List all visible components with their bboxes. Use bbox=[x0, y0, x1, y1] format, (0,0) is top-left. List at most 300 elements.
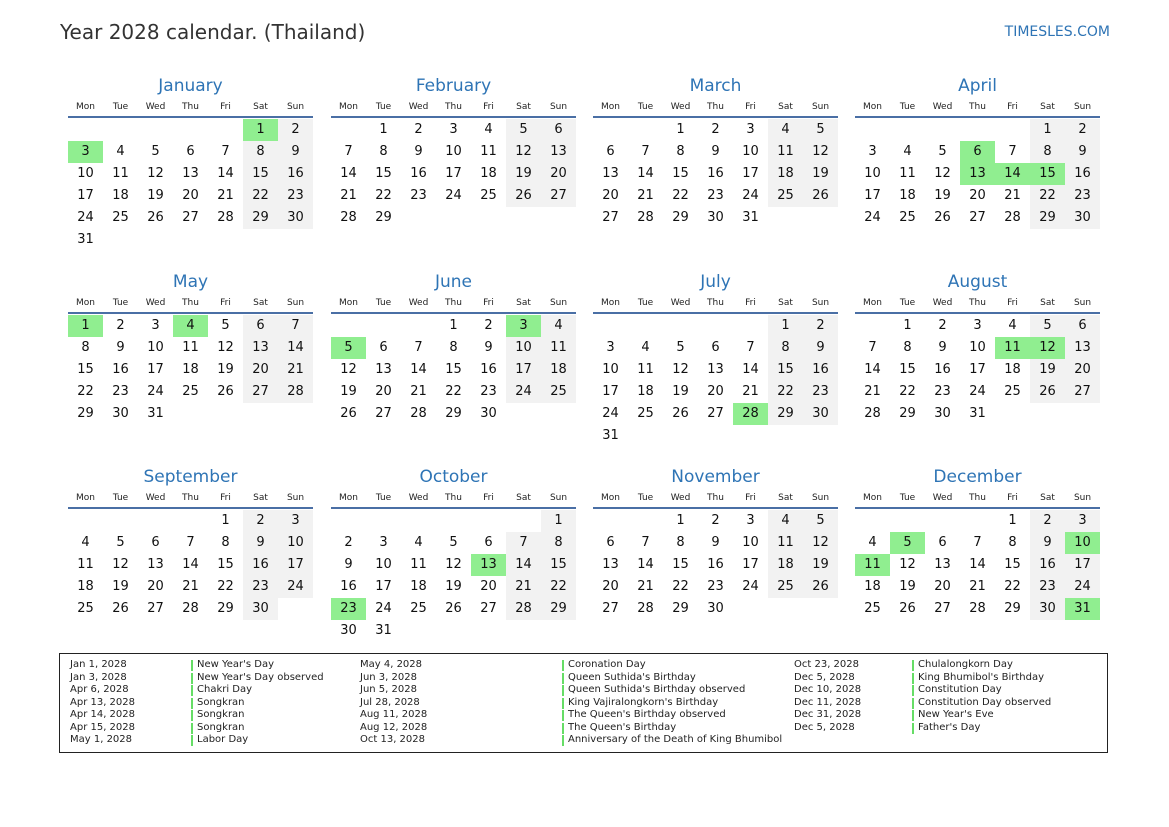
holiday-legend bbox=[59, 653, 1108, 753]
day-cell: 29 bbox=[1004, 601, 1021, 616]
legend-date: Dec 11, 2028 bbox=[794, 696, 862, 708]
header-rule bbox=[593, 312, 838, 314]
day-cell: 26 bbox=[217, 384, 234, 399]
day-cell: 13 bbox=[602, 557, 619, 572]
day-cell: 25 bbox=[768, 576, 803, 598]
empty-cell bbox=[68, 510, 103, 532]
day-cell: 27 bbox=[182, 210, 199, 225]
weekday-label: Fri bbox=[745, 493, 756, 503]
day-cell: 8 bbox=[541, 532, 576, 554]
legend-holiday-name: Father's Day bbox=[912, 722, 980, 735]
legend-date: Oct 13, 2028 bbox=[360, 734, 425, 745]
weekday-label: Sat bbox=[516, 102, 531, 112]
weekday-label: Tue bbox=[899, 493, 916, 503]
legend-holiday-name: Songkran bbox=[191, 722, 245, 735]
day-cell: 22 bbox=[1004, 579, 1021, 594]
legend-date: Oct 23, 2028 bbox=[794, 659, 859, 670]
day-cell: 3 bbox=[151, 318, 160, 333]
day-cell: 14 bbox=[969, 557, 986, 572]
day-cell: 20 bbox=[243, 359, 278, 381]
weekday-label: Fri bbox=[220, 102, 231, 112]
weekday-label: Mon bbox=[76, 493, 95, 503]
day-cell: 4 bbox=[541, 315, 576, 337]
day-cell: 3 bbox=[746, 513, 755, 528]
day-cell: 19 bbox=[803, 163, 838, 185]
day-cell: 31 bbox=[375, 623, 392, 638]
day-cell: 16 bbox=[1030, 554, 1065, 576]
day-cell: 21 bbox=[217, 188, 234, 203]
weekday-header bbox=[855, 100, 1100, 114]
day-cell: 11 bbox=[768, 141, 803, 163]
day-cell: 11 bbox=[768, 532, 803, 554]
weekday-header bbox=[331, 100, 576, 114]
day-cell: 20 bbox=[707, 384, 724, 399]
day-cell: 25 bbox=[480, 188, 497, 203]
day-cell: 13 bbox=[182, 166, 199, 181]
day-cell: 17 bbox=[864, 188, 881, 203]
day-cell: 1 bbox=[1008, 513, 1017, 528]
day-cell: 11 bbox=[77, 557, 94, 572]
weekday-label: Fri bbox=[483, 102, 494, 112]
day-cell: 19 bbox=[934, 188, 951, 203]
day-cell: 13 bbox=[707, 362, 724, 377]
day-cell: 17 bbox=[602, 384, 619, 399]
weekday-label: Wed bbox=[932, 298, 953, 308]
legend-holiday-name: Songkran bbox=[191, 697, 245, 710]
day-cell: 24 bbox=[445, 188, 462, 203]
day-cell: 9 bbox=[711, 144, 720, 159]
month-november bbox=[593, 466, 838, 620]
day-cell: 8 bbox=[676, 144, 685, 159]
day-cell: 22 bbox=[672, 579, 689, 594]
day-cell: 11 bbox=[480, 144, 497, 159]
month-name: May bbox=[172, 272, 209, 292]
day-cell: 2 bbox=[414, 122, 423, 137]
weekday-label: Wed bbox=[670, 102, 691, 112]
month-name: March bbox=[689, 76, 742, 96]
day-cell: 19 bbox=[1030, 359, 1065, 381]
weekday-label: Wed bbox=[408, 102, 429, 112]
day-cell: 30 bbox=[112, 406, 129, 421]
legend-date: Dec 5, 2028 bbox=[794, 671, 855, 683]
day-cell: 13 bbox=[934, 557, 951, 572]
day-cell: 19 bbox=[672, 384, 689, 399]
weekday-header bbox=[331, 491, 576, 505]
day-cell: 26 bbox=[340, 406, 357, 421]
day-grid bbox=[331, 315, 576, 425]
legend-date: Aug 12, 2028 bbox=[360, 721, 428, 733]
day-cell: 2 bbox=[1065, 119, 1100, 141]
empty-cell bbox=[401, 510, 436, 532]
weekday-label: Wed bbox=[408, 493, 429, 503]
empty-cell bbox=[103, 119, 138, 141]
empty-cell bbox=[855, 315, 890, 337]
day-cell: 15 bbox=[1004, 557, 1021, 572]
day-cell: 13 bbox=[147, 557, 164, 572]
day-cell: 5 bbox=[449, 535, 458, 550]
weekday-label: Fri bbox=[745, 102, 756, 112]
weekday-label: Wed bbox=[145, 298, 166, 308]
empty-cell bbox=[593, 510, 628, 532]
weekday-label: Sun bbox=[1073, 493, 1092, 503]
weekday-label: Fri bbox=[483, 493, 494, 503]
day-cell: 7 bbox=[868, 340, 877, 355]
day-cell: 16 bbox=[410, 166, 427, 181]
day-cell: 1 bbox=[541, 510, 576, 532]
weekday-label: Thu bbox=[445, 493, 462, 503]
empty-cell bbox=[173, 119, 208, 141]
weekday-label: Wed bbox=[670, 298, 691, 308]
legend-holiday-name: New Year's Day bbox=[191, 659, 274, 672]
weekday-header bbox=[593, 296, 838, 310]
month-october bbox=[331, 466, 576, 642]
day-cell: 24 bbox=[742, 579, 759, 594]
day-cell: 7 bbox=[746, 340, 755, 355]
day-cell: 3 bbox=[973, 318, 982, 333]
day-cell: 2 bbox=[711, 513, 720, 528]
empty-cell bbox=[68, 119, 103, 141]
month-december bbox=[855, 466, 1100, 620]
weekday-label: Tue bbox=[637, 493, 654, 503]
day-cell: 3 bbox=[1065, 510, 1100, 532]
day-cell: 17 bbox=[742, 557, 759, 572]
day-cell: 27 bbox=[707, 406, 724, 421]
legend-date: Apr 13, 2028 bbox=[70, 696, 136, 708]
header-rule bbox=[855, 116, 1100, 118]
day-cell: 27 bbox=[480, 601, 497, 616]
legend-date: May 1, 2028 bbox=[70, 734, 133, 745]
weekday-label: Tue bbox=[899, 102, 916, 112]
day-cell: 4 bbox=[868, 535, 877, 550]
legend-date: Apr 6, 2028 bbox=[70, 684, 129, 695]
month-august bbox=[855, 271, 1100, 425]
legend-holiday-name: The Queen's Birthday observed bbox=[562, 709, 726, 722]
month-june bbox=[331, 271, 576, 425]
day-cell: 26 bbox=[672, 406, 689, 421]
day-cell: 23 bbox=[1065, 185, 1100, 207]
day-cell: 20 bbox=[602, 188, 619, 203]
day-cell: 10 bbox=[742, 535, 759, 550]
weekday-label: Sat bbox=[516, 298, 531, 308]
day-cell: 8 bbox=[768, 337, 803, 359]
day-cell: 20 bbox=[1065, 359, 1100, 381]
weekday-label: Thu bbox=[707, 102, 724, 112]
day-cell: 28 bbox=[864, 406, 881, 421]
day-cell: 16 bbox=[112, 362, 129, 377]
day-cell: 5 bbox=[116, 535, 125, 550]
day-cell: 18 bbox=[541, 359, 576, 381]
day-cell: 5 bbox=[803, 510, 838, 532]
empty-cell bbox=[890, 510, 925, 532]
day-cell: 4 bbox=[484, 122, 493, 137]
day-grid bbox=[68, 119, 313, 251]
day-cell: 14 bbox=[637, 557, 654, 572]
empty-cell bbox=[331, 119, 366, 141]
day-cell: 30 bbox=[1065, 207, 1100, 229]
day-cell: 21 bbox=[1004, 188, 1021, 203]
empty-cell bbox=[506, 510, 541, 532]
day-cell: 23 bbox=[1030, 576, 1065, 598]
day-cell: 8 bbox=[676, 535, 685, 550]
day-cell: 6 bbox=[243, 315, 278, 337]
weekday-header bbox=[68, 296, 313, 310]
legend-date: May 4, 2028 bbox=[360, 659, 423, 670]
day-cell: 11 bbox=[899, 166, 916, 181]
weekday-label: Mon bbox=[601, 298, 620, 308]
empty-cell bbox=[855, 510, 890, 532]
day-cell: 2 bbox=[344, 535, 353, 550]
weekday-label: Mon bbox=[601, 493, 620, 503]
day-cell: 5 bbox=[506, 119, 541, 141]
weekday-label: Wed bbox=[932, 102, 953, 112]
day-cell: 8 bbox=[81, 340, 90, 355]
weekday-label: Tue bbox=[899, 298, 916, 308]
day-cell: 8 bbox=[243, 141, 278, 163]
day-cell: 18 bbox=[768, 554, 803, 576]
day-cell: 19 bbox=[445, 579, 462, 594]
empty-cell bbox=[366, 315, 401, 337]
legend-date: Jun 3, 2028 bbox=[360, 671, 417, 683]
weekday-label: Tue bbox=[375, 102, 392, 112]
weekday-label: Mon bbox=[76, 102, 95, 112]
day-cell: 18 bbox=[182, 362, 199, 377]
weekday-label: Thu bbox=[182, 493, 199, 503]
day-cell: 18 bbox=[1004, 362, 1021, 377]
day-cell: 11 bbox=[541, 337, 576, 359]
legend-holiday-name: Songkran bbox=[191, 709, 245, 722]
day-cell: 14 bbox=[217, 166, 234, 181]
legend-date: Jan 3, 2028 bbox=[70, 671, 127, 683]
day-cell: 9 bbox=[344, 557, 353, 572]
day-cell: 28 bbox=[278, 381, 313, 403]
day-cell: 28 bbox=[637, 210, 654, 225]
day-cell: 15 bbox=[445, 362, 462, 377]
day-cell: 17 bbox=[147, 362, 164, 377]
header-rule bbox=[331, 312, 576, 314]
month-name: September bbox=[143, 467, 238, 487]
day-cell: 25 bbox=[864, 601, 881, 616]
header-rule bbox=[593, 116, 838, 118]
day-cell: 26 bbox=[899, 601, 916, 616]
day-cell: 11 bbox=[112, 166, 129, 181]
header-rule bbox=[68, 507, 313, 509]
day-cell: 22 bbox=[445, 384, 462, 399]
day-cell: 15 bbox=[672, 166, 689, 181]
day-cell: 17 bbox=[445, 166, 462, 181]
weekday-label: Fri bbox=[483, 298, 494, 308]
day-cell: 21 bbox=[637, 188, 654, 203]
day-cell: 4 bbox=[81, 535, 90, 550]
day-cell: 12 bbox=[506, 141, 541, 163]
day-cell: 20 bbox=[182, 188, 199, 203]
weekday-label: Sat bbox=[1040, 493, 1055, 503]
day-cell: 24 bbox=[147, 384, 164, 399]
day-cell: 2 bbox=[243, 510, 278, 532]
empty-cell bbox=[208, 119, 243, 141]
day-cell: 24 bbox=[1065, 576, 1100, 598]
empty-cell bbox=[401, 315, 436, 337]
empty-cell bbox=[331, 510, 366, 532]
day-cell: 15 bbox=[243, 163, 278, 185]
header-rule bbox=[331, 507, 576, 509]
day-cell: 27 bbox=[147, 601, 164, 616]
day-cell: 19 bbox=[899, 579, 916, 594]
header-rule bbox=[855, 507, 1100, 509]
day-cell: 9 bbox=[484, 340, 493, 355]
day-cell: 22 bbox=[243, 185, 278, 207]
day-cell: 15 bbox=[541, 554, 576, 576]
weekday-header bbox=[855, 296, 1100, 310]
legend-date: Apr 15, 2028 bbox=[70, 721, 136, 733]
day-cell: 12 bbox=[340, 362, 357, 377]
empty-cell bbox=[138, 510, 173, 532]
day-cell: 6 bbox=[186, 144, 195, 159]
holiday-day: 1 bbox=[243, 119, 278, 141]
day-cell: 6 bbox=[379, 340, 388, 355]
day-cell: 26 bbox=[803, 185, 838, 207]
day-cell: 8 bbox=[379, 144, 388, 159]
day-cell: 18 bbox=[410, 579, 427, 594]
site-link[interactable]: TIMESLES.COM bbox=[1004, 24, 1110, 40]
day-cell: 2 bbox=[484, 318, 493, 333]
day-cell: 11 bbox=[637, 362, 654, 377]
day-cell: 30 bbox=[934, 406, 951, 421]
day-cell: 9 bbox=[938, 340, 947, 355]
month-name: July bbox=[700, 272, 731, 292]
day-cell: 12 bbox=[803, 532, 838, 554]
weekday-label: Wed bbox=[408, 298, 429, 308]
day-cell: 9 bbox=[278, 141, 313, 163]
legend-date: Dec 5, 2028 bbox=[794, 721, 855, 733]
day-cell: 5 bbox=[676, 340, 685, 355]
legend-date: Dec 31, 2028 bbox=[794, 709, 862, 720]
month-name: November bbox=[671, 467, 760, 487]
day-cell: 30 bbox=[278, 207, 313, 229]
day-cell: 10 bbox=[77, 166, 94, 181]
day-cell: 7 bbox=[641, 535, 650, 550]
day-cell: 27 bbox=[969, 210, 986, 225]
day-cell: 18 bbox=[77, 579, 94, 594]
legend-holiday-name: Queen Suthida's Birthday bbox=[562, 672, 696, 685]
legend-date: Jul 28, 2028 bbox=[360, 696, 420, 708]
day-grid bbox=[68, 315, 313, 425]
weekday-label: Tue bbox=[375, 493, 392, 503]
day-cell: 3 bbox=[449, 122, 458, 137]
day-cell: 18 bbox=[637, 384, 654, 399]
legend-holiday-name: Labor Day bbox=[191, 734, 248, 747]
day-cell: 1 bbox=[1030, 119, 1065, 141]
day-cell: 23 bbox=[480, 384, 497, 399]
day-cell: 20 bbox=[934, 579, 951, 594]
day-cell: 19 bbox=[147, 188, 164, 203]
day-cell: 29 bbox=[217, 601, 234, 616]
day-cell: 29 bbox=[243, 207, 278, 229]
day-cell: 24 bbox=[864, 210, 881, 225]
day-cell: 28 bbox=[217, 210, 234, 225]
empty-cell bbox=[663, 315, 698, 337]
month-may bbox=[68, 271, 313, 425]
day-cell: 10 bbox=[278, 532, 313, 554]
day-cell: 27 bbox=[602, 210, 619, 225]
day-cell: 25 bbox=[182, 384, 199, 399]
day-cell: 27 bbox=[934, 601, 951, 616]
day-cell: 26 bbox=[147, 210, 164, 225]
day-cell: 16 bbox=[340, 579, 357, 594]
day-cell: 28 bbox=[1004, 210, 1021, 225]
legend-date: Jan 1, 2028 bbox=[70, 659, 127, 670]
day-cell: 23 bbox=[803, 381, 838, 403]
weekday-header bbox=[593, 100, 838, 114]
day-cell: 12 bbox=[445, 557, 462, 572]
day-cell: 25 bbox=[77, 601, 94, 616]
holiday-day: 13 bbox=[471, 554, 506, 576]
empty-cell bbox=[103, 510, 138, 532]
day-cell: 24 bbox=[278, 576, 313, 598]
day-cell: 4 bbox=[768, 119, 803, 141]
weekday-label: Wed bbox=[145, 102, 166, 112]
empty-cell bbox=[628, 119, 663, 141]
day-cell: 7 bbox=[641, 144, 650, 159]
day-cell: 24 bbox=[602, 406, 619, 421]
day-cell: 20 bbox=[541, 163, 576, 185]
day-cell: 16 bbox=[707, 166, 724, 181]
day-cell: 13 bbox=[602, 166, 619, 181]
day-cell: 17 bbox=[742, 166, 759, 181]
weekday-label: Thu bbox=[445, 298, 462, 308]
day-cell: 5 bbox=[151, 144, 160, 159]
day-cell: 21 bbox=[506, 576, 541, 598]
day-cell: 12 bbox=[217, 340, 234, 355]
weekday-label: Mon bbox=[76, 298, 95, 308]
day-cell: 1 bbox=[449, 318, 458, 333]
day-cell: 6 bbox=[151, 535, 160, 550]
day-cell: 31 bbox=[147, 406, 164, 421]
weekday-header bbox=[331, 296, 576, 310]
day-cell: 30 bbox=[1030, 598, 1065, 620]
day-cell: 15 bbox=[217, 557, 234, 572]
day-cell: 10 bbox=[445, 144, 462, 159]
day-cell: 22 bbox=[541, 576, 576, 598]
day-cell: 16 bbox=[934, 362, 951, 377]
day-cell: 21 bbox=[410, 384, 427, 399]
day-cell: 14 bbox=[278, 337, 313, 359]
holiday-day: 1 bbox=[68, 315, 103, 337]
empty-cell bbox=[593, 315, 628, 337]
month-april bbox=[855, 75, 1100, 229]
day-cell: 24 bbox=[506, 381, 541, 403]
day-cell: 13 bbox=[1065, 337, 1100, 359]
day-grid bbox=[68, 510, 313, 620]
weekday-label: Fri bbox=[745, 298, 756, 308]
weekday-label: Sun bbox=[286, 102, 305, 112]
day-cell: 23 bbox=[934, 384, 951, 399]
weekday-label: Thu bbox=[969, 493, 986, 503]
weekday-label: Fri bbox=[220, 493, 231, 503]
day-cell: 10 bbox=[375, 557, 392, 572]
legend-holiday-name: King Vajiralongkorn's Birthday bbox=[562, 697, 718, 710]
day-cell: 20 bbox=[375, 384, 392, 399]
day-cell: 2 bbox=[278, 119, 313, 141]
day-cell: 3 bbox=[278, 510, 313, 532]
day-cell: 27 bbox=[243, 381, 278, 403]
day-cell: 25 bbox=[1004, 384, 1021, 399]
weekday-label: Sat bbox=[1040, 298, 1055, 308]
day-cell: 1 bbox=[221, 513, 230, 528]
holiday-day: 15 bbox=[1030, 163, 1065, 185]
legend-holiday-name: Constitution Day observed bbox=[912, 697, 1051, 710]
day-cell: 17 bbox=[278, 554, 313, 576]
day-cell: 18 bbox=[112, 188, 129, 203]
